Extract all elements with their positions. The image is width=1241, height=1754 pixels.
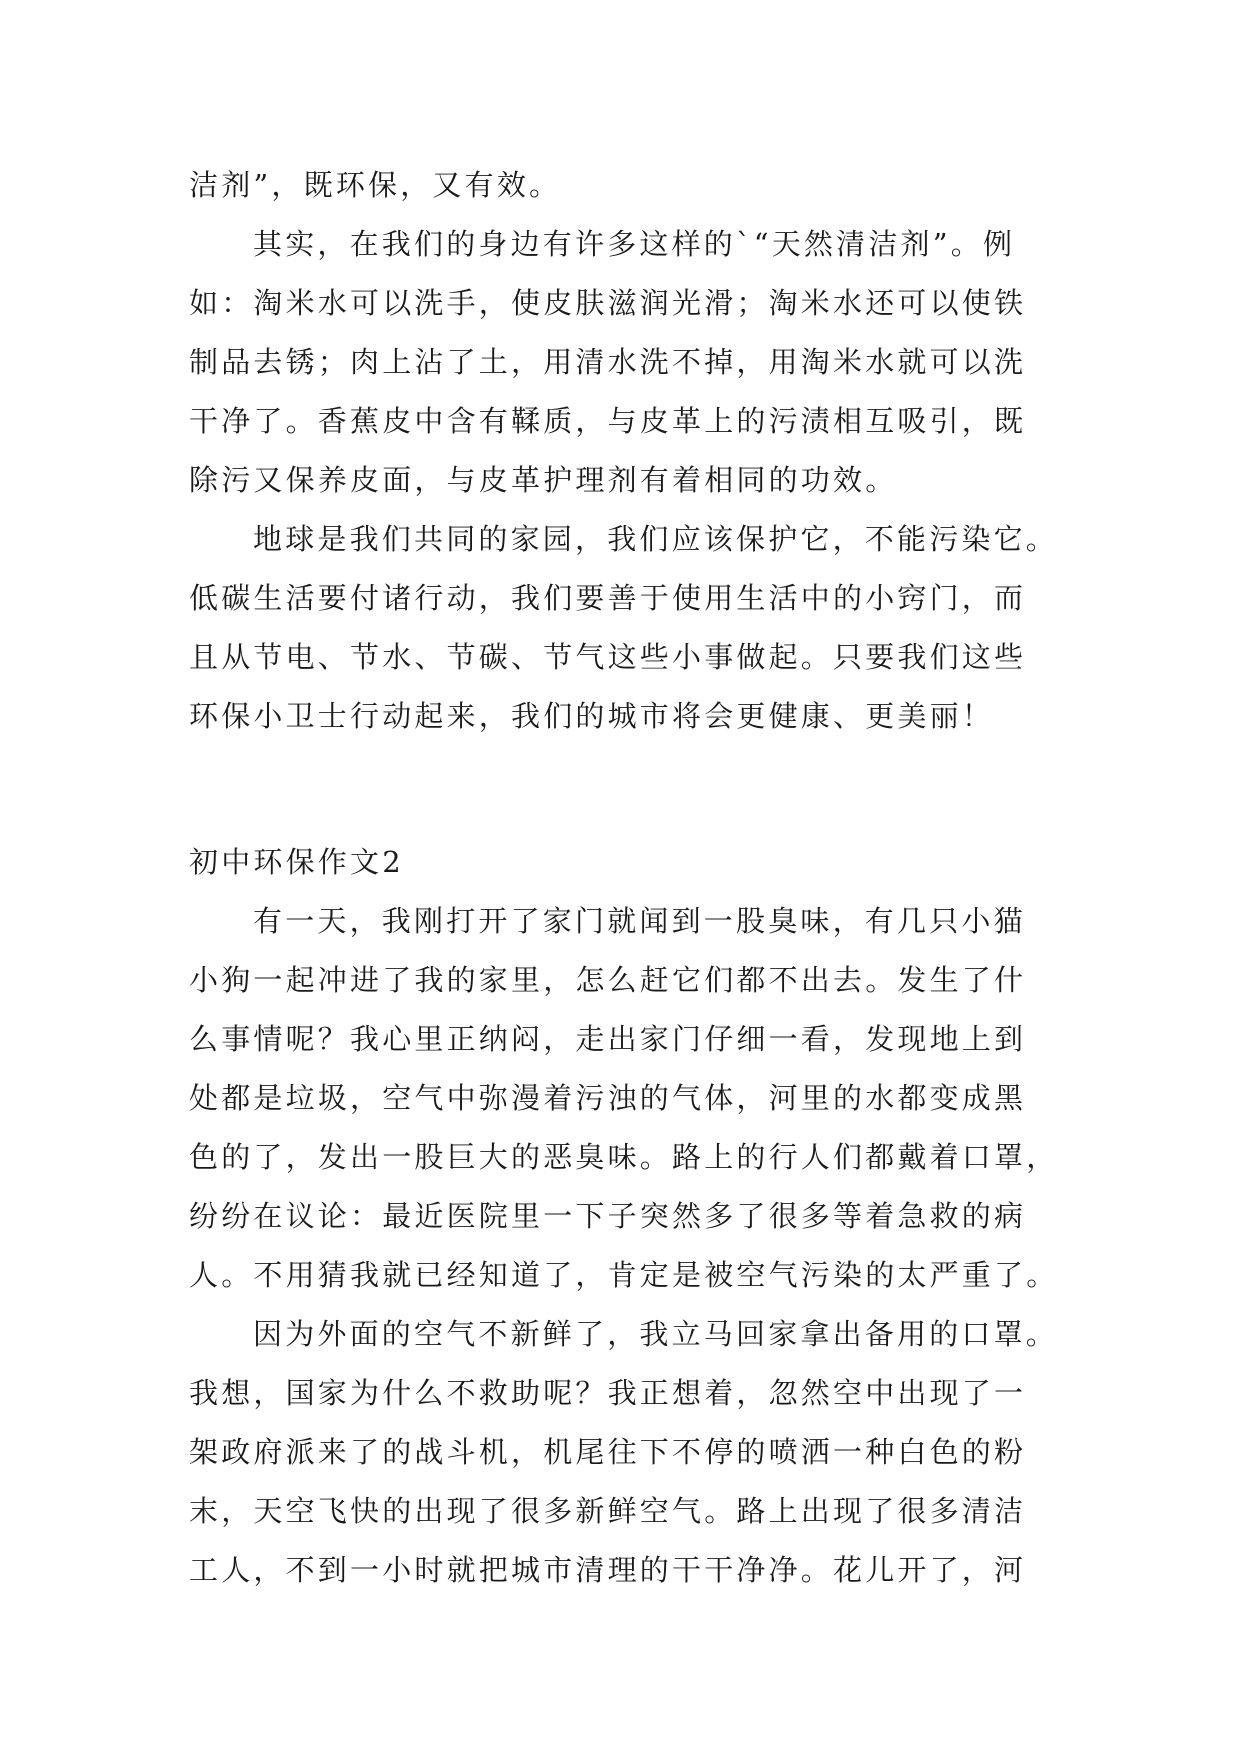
paragraph-line: 处都是垃圾，空气中弥漫着污浊的气体，河里的水都变成黑: [189, 1081, 1027, 1115]
paragraph-line: 其实，在我们的身边有许多这样的`“天然清洁剂”。例: [253, 227, 1016, 261]
paragraph-line: 工人，不到一小时就把城市清理的干干净净。花儿开了，河: [189, 1553, 1027, 1587]
paragraph-line: 架政府派来了的战斗机，机尾往下不停的喷洒一种白色的粉: [189, 1435, 1027, 1469]
paragraph-line: 制品去锈；肉上沾了土，用清水洗不掉，用淘米水就可以洗: [189, 345, 1027, 379]
paragraph-line: 如：淘米水可以洗手，使皮肤滋润光滑；淘米水还可以使铁: [189, 286, 1027, 320]
paragraph-line: 低碳生活要付诸行动，我们要善于使用生活中的小窍门，而: [189, 581, 1027, 615]
paragraph-line: 色的了，发出一股巨大的恶臭味。路上的行人们都戴着口罩，: [189, 1140, 1059, 1174]
paragraph-line: 末，天空飞快的出现了很多新鲜空气。路上出现了很多清洁: [189, 1494, 1027, 1528]
paragraph-line: 小狗一起冲进了我的家里，怎么赶它们都不出去。发生了什: [189, 963, 1027, 997]
paragraph-line: 干净了。香蕉皮中含有鞣质，与皮革上的污渍相互吸引，既: [189, 404, 1027, 438]
paragraph-line: 人。不用猜我就已经知道了，肯定是被空气污染的太严重了。: [189, 1258, 1059, 1292]
document-page: [189, 156, 1059, 1600]
paragraph-line: 除污又保养皮面，与皮革护理剂有着相同的功效。: [189, 463, 898, 497]
section-gap: [189, 746, 1049, 833]
paragraph-line: 且从节电、节水、节碳、节气这些小事做起。只要我们这些: [189, 640, 1027, 674]
paragraph-line: 地球是我们共同的家园，我们应该保护它，不能污染它。: [253, 522, 1059, 556]
section-title: 初中环保作文2: [189, 845, 404, 879]
paragraph-line: 环保小卫士行动起来，我们的城市将会更健康、更美丽！: [189, 699, 995, 733]
paragraph-line: 么事情呢？我心里正纳闷，走出家门仔细一看，发现地上到: [189, 1022, 1027, 1056]
paragraph-line: 我想，国家为什么不救助呢？我正想着，忽然空中出现了一: [189, 1376, 1027, 1410]
paragraph-line: 因为外面的空气不新鲜了，我立马回家拿出备用的口罩。: [253, 1317, 1059, 1351]
paragraph-line: 纷纷在议论：最近医院里一下子突然多了很多等着急救的病: [189, 1199, 1027, 1233]
paragraph-line: 有一天，我刚打开了家门就闻到一股臭味，有几只小猫: [253, 904, 1026, 938]
paragraph-line: 洁剂”，既环保，又有效。: [189, 168, 562, 202]
